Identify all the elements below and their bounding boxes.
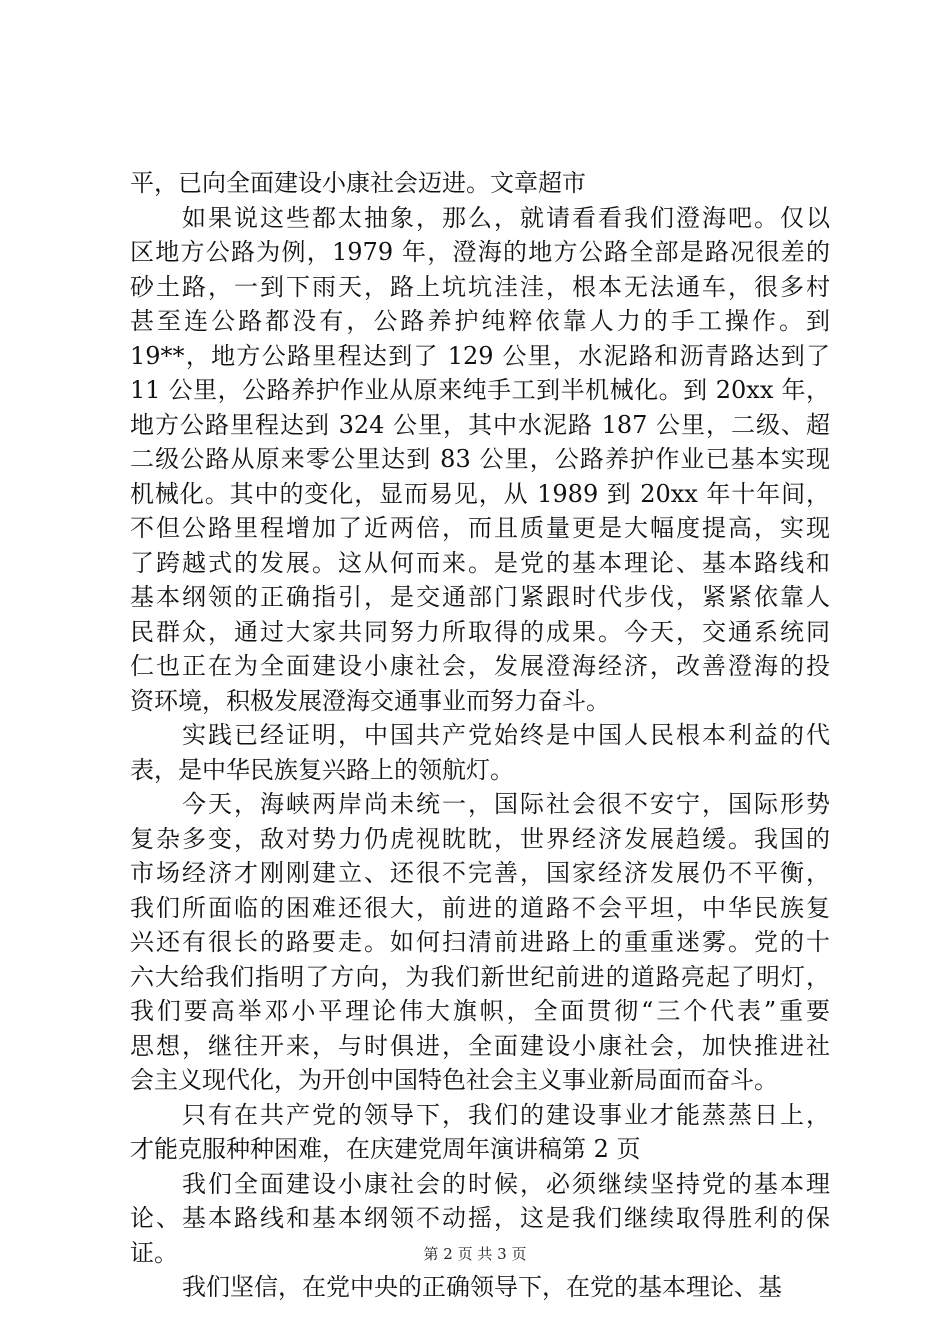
text-line: 资环境，积极发展澄海交通事业而努力奋斗。 [130, 686, 610, 715]
text-line: 甚至连公路都没有，公路养护纯粹依靠人力的手工操作。到 [130, 307, 830, 335]
text-line: 民群众，通过大家共同努力所取得的成果。今天，交通系统同 [130, 617, 830, 646]
text-line: 11 公里，公路养护作业从原来纯手工到半机械化。到 20xx 年， [130, 376, 830, 404]
text-line: 19**，地方公路里程达到了 129 公里，水泥路和沥青路达到了 [130, 341, 830, 370]
text-line: 才能克服种种困难，在庆建党周年演讲稿第 2 页 [130, 1135, 641, 1163]
text-line: 今天，海峡两岸尚未统一，国际社会很不安宁，国际形势 [182, 790, 830, 818]
text-line: 我们要高举邓小平理论伟大旗帜，全面贯彻“三个代表”重要 [130, 997, 830, 1025]
text-line: 会主义现代化，为开创中国特色社会主义事业新局面而奋斗。 [130, 1066, 778, 1094]
text-line: 实践已经证明，中国共产党始终是中国人民根本利益的代 [182, 721, 830, 749]
paragraph [130, 1270, 830, 1305]
page-footer: 第 2 页 共 3 页 [423, 1245, 527, 1263]
paragraph [130, 1098, 830, 1167]
text-line: 复杂多变，敌对势力仍虎视眈眈，世界经济发展趋缓。我国的 [130, 824, 830, 853]
text-line: 只有在共产党的领导下，我们的建设事业才能蒸蒸日上， [182, 1100, 830, 1129]
text-line: 基本纲领的正确指引，是交通部门紧跟时代步伐，紧紧依靠人 [130, 583, 830, 611]
text-line: 我们坚信，在党中央的正确领导下，在党的基本理论、基 [182, 1273, 782, 1301]
text-line: 我们所面临的困难还很大，前进的道路不会平坦，中华民族复 [130, 893, 830, 922]
text-line: 砂土路，一到下雨天，路上坑坑洼洼，根本无法通车，很多村 [130, 272, 830, 301]
text-line: 如果说这些都太抽象，那么，就请看看我们澄海吧。仅以 [182, 203, 830, 232]
paragraph [130, 787, 830, 1098]
text-line: 我们全面建设小康社会的时候，必须继续坚持党的基本理 [182, 1169, 830, 1198]
text-line: 地方公路里程达到 324 公里，其中水泥路 187 公里，二级、超 [130, 410, 830, 439]
text-line: 平，已向全面建设小康社会迈进。文章超市 [130, 169, 586, 197]
text-line: 了跨越式的发展。这从何而来。是党的基本理论、基本路线和 [130, 548, 830, 577]
text-line: 兴还有很长的路要走。如何扫清前进路上的重重迷雾。党的十 [130, 928, 830, 956]
text-line: 思想，继往开来，与时俱进，全面建设小康社会，加快推进社 [130, 1031, 830, 1060]
text-line: 六大给我们指明了方向，为我们新世纪前进的道路亮起了明灯， [130, 962, 830, 991]
text-line: 区地方公路为例，1979 年，澄海的地方公路全部是路况很差的 [130, 238, 830, 266]
paragraph [130, 166, 830, 201]
text-line: 不但公路里程增加了近两倍，而且质量更是大幅度提高，实现 [130, 514, 830, 542]
paragraph [130, 201, 830, 719]
text-line: 二级公路从原来零公里达到 83 公里，公路养护作业已基本实现 [130, 445, 830, 473]
paragraph [130, 718, 830, 787]
document-body [130, 166, 830, 1305]
text-line: 机械化。其中的变化，显而易见，从 1989 到 20xx 年十年间， [130, 479, 830, 508]
text-line: 表，是中华民族复兴路上的领航灯。 [130, 755, 514, 784]
text-line: 市场经济才刚刚建立、还很不完善，国家经济发展仍不平衡， [130, 859, 830, 887]
text-line: 证。 [130, 1238, 178, 1267]
text-line: 论、基本路线和基本纲领不动摇，这是我们继续取得胜利的保 [130, 1204, 830, 1232]
text-line: 仁也正在为全面建设小康社会，发展澄海经济，改善澄海的投 [130, 652, 830, 680]
